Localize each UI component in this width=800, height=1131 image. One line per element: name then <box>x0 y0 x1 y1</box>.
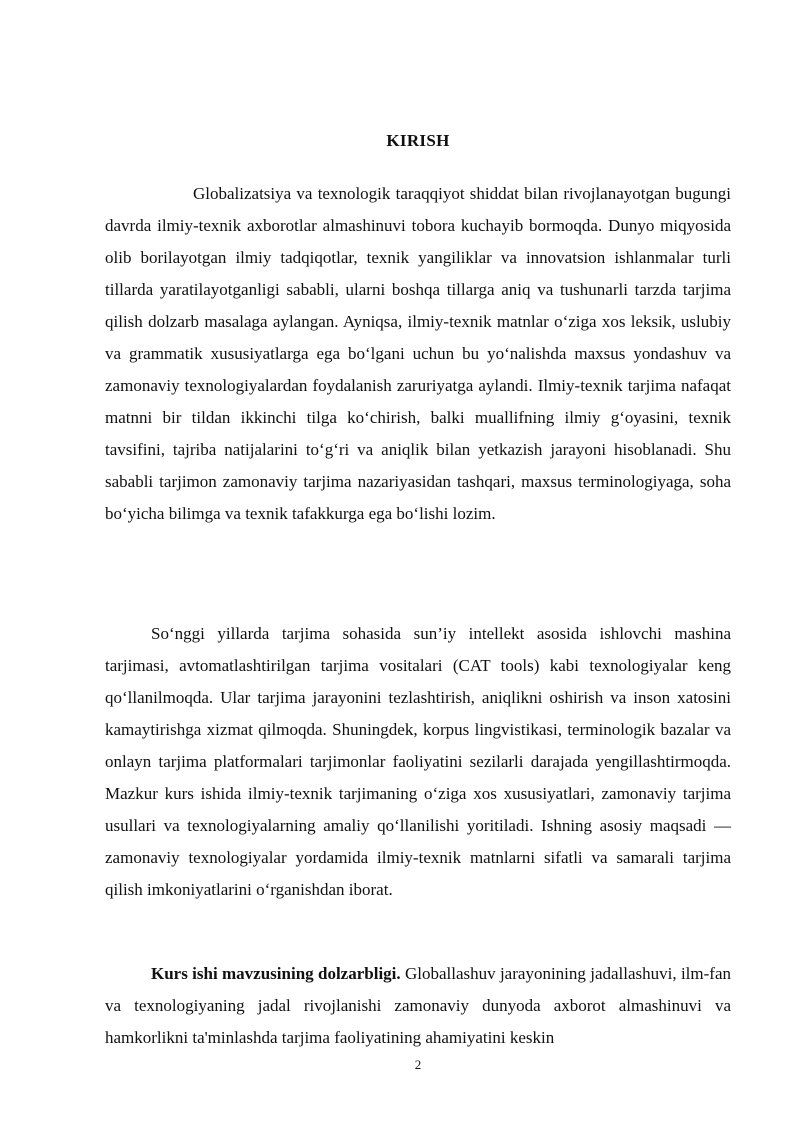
page-number: 2 <box>414 1057 422 1072</box>
paragraph-relevance-text: Globallashuv jarayonining jadallashuvi, ilm-fan va texnologiyaning jadal rivojlanishi zamonaviy dunyoda axborot almashinuvi va hamkorlikni ta'minlashda tarjima faoliyatining ahamiyatini keskin <box>105 964 731 1047</box>
paragraph-intro: Globalizatsiya va texnologik taraqqiyot shiddat bilan rivojlanayotgan bugungi davrda ilmiy-texnik axborotlar almashinuvi tobora kuchayib bormoqda. Dunyo miqyosida olib borilayotgan ilmiy tadqiqotlar, texnik yangiliklar va innovatsion ishlanmalar turli tillarda yaratilayotganligi sababli, ularni boshqa tillarga aniq va tushunarli tarzda tarjima qilish dolzarb masalaga aylangan. Ayniqsa, ilmiy-texnik matnlar o‘ziga xos leksik, uslubiy va grammatik xususiyatlarga ega bo‘lgani uchun bu yo‘nalishda maxsus yondashuv va zamonaviy texnologiyalardan foydalanish zaruriyatga aylandi. Ilmiy-texnik tarjima nafaqat matnni bir tildan ikkinchi tilga ko‘chirish, balki muallifning ilmiy g‘oyasini, texnik tavsifini, tajriba natijalarini to‘g‘ri va aniqlik bilan yetkazish jarayoni hisoblanadi. Shu sababli tarjimon zamonaviy tarjima nazariyasidan tashqari, maxsus terminologiyaga, soha bo‘yicha bilimga va texnik tafakkurga ega bo‘lishi lozim. <box>105 184 731 523</box>
section-title: KIRISH <box>386 131 450 150</box>
paragraph-technologies: So‘nggi yillarda tarjima sohasida sun’iy intellekt asosida ishlovchi mashina tarjimasi, avtomatlashtirilgan tarjima vositalari (CAT tools) kabi texnologiyalar keng qo‘llanilmoqda. Ular tarjima jarayonini tezlashtirish, aniqlikni oshirish va inson xatosini kamaytirishga xizmat qilmoqda. Shuningdek, korpus lingvistikasi, terminologik bazalar va onlayn tarjima platformalari tarjimonlar faoliyatini sezilarli darajada yengillashtirmoqda. Mazkur kurs ishida ilmiy-texnik tarjimaning o‘ziga xos xususiyatlari, zamonaviy tarjima usullari va texnologiyalarning amaliy qo‘llanilishi yoritiladi. Ishning asosiy maqsadi — zamonaviy texnologiyalar yordamida ilmiy-texnik matnlarni sifatli va samarali tarjima qilish imkoniyatlarini o‘rganishdan iborat. <box>105 624 731 899</box>
paragraph-relevance <box>105 958 731 1054</box>
paragraph-relevance-heading: Kurs ishi mavzusining dolzarbligi. <box>151 964 401 983</box>
